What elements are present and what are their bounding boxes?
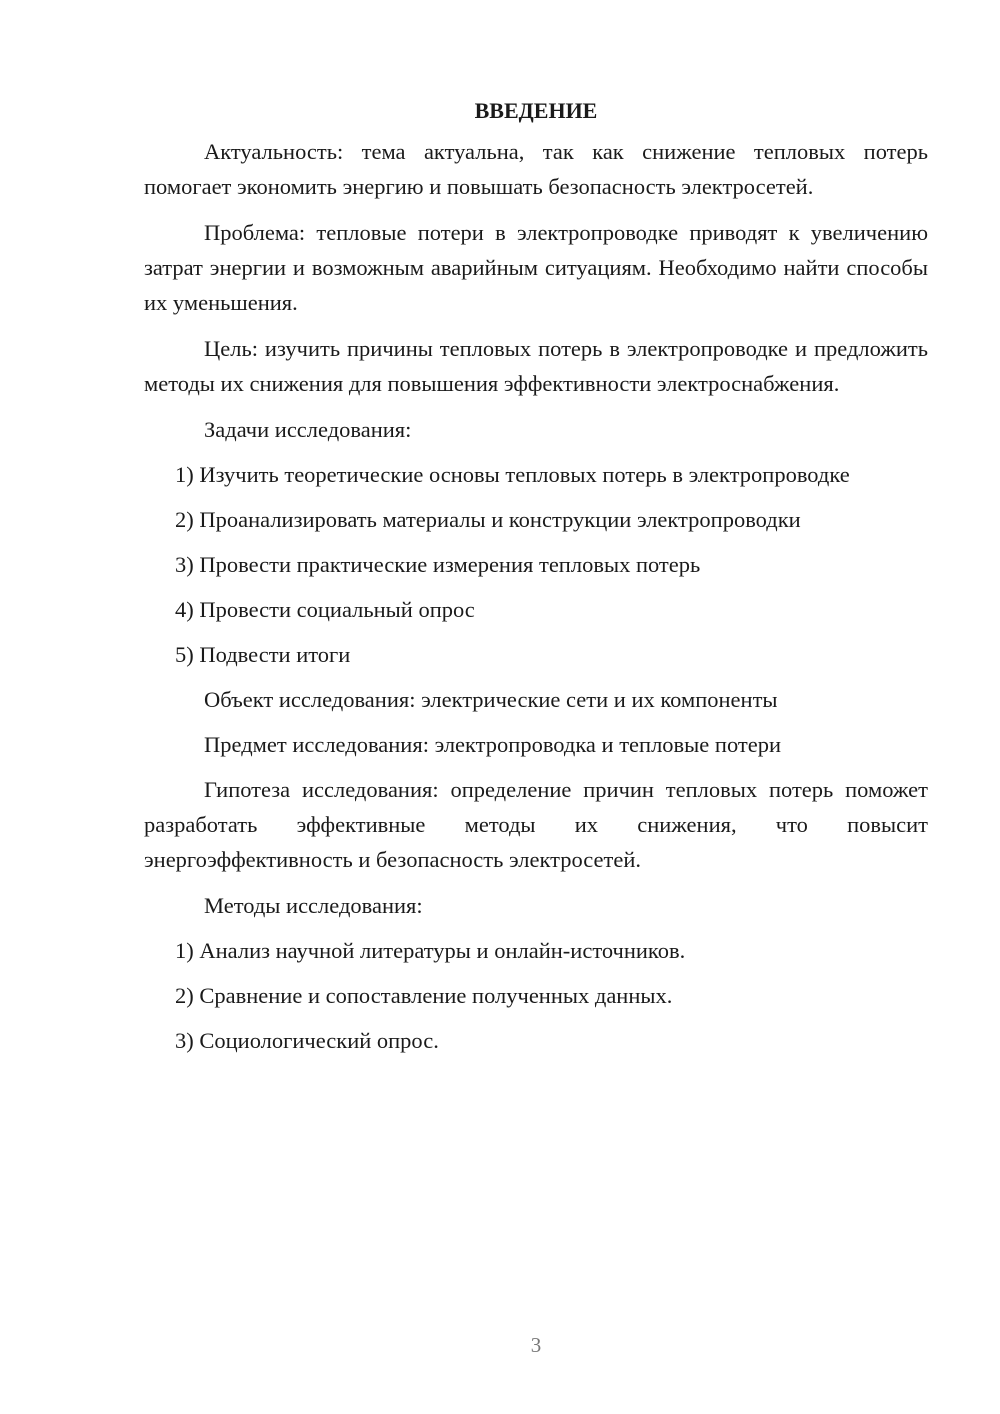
list-item: 2) Проанализировать материалы и конструкции электропроводки [175,507,801,532]
problem-paragraph: Проблема: тепловые потери в электропроводке приводят к увеличению затрат энергии и возможным аварийным ситуациям. Необходимо найти способы их уменьшения. [144,220,928,315]
hypothesis-paragraph: Гипотеза исследования: определение причин тепловых потерь поможет разработать эффективные методы их снижения, что повысит энергоэффективность и безопасность электросетей. [144,777,928,872]
relevance-paragraph: Актуальность: тема актуальна, так как снижение тепловых потерь помогает экономить энергию и повышать безопасность электросетей. [144,139,928,199]
document-page [144,96,928,1068]
methods-list [144,933,928,1058]
list-item: 3) Провести практические измерения тепловых потерь [175,552,701,577]
object-line: Объект исследования: электрические сети и их компоненты [204,687,778,712]
list-item: 2) Сравнение и сопоставление полученных данных. [175,983,673,1008]
list-item: 1) Изучить теоретические основы тепловых потерь в электропроводке [175,462,850,487]
page-title: ВВЕДЕНИЕ [474,98,598,123]
tasks-heading: Задачи исследования: [204,417,412,442]
list-item: 3) Социологический опрос. [175,1028,439,1053]
subject-line: Предмет исследования: электропроводка и тепловые потери [204,732,782,757]
list-item: 4) Провести социальный опрос [175,597,475,622]
methods-heading: Методы исследования: [204,893,423,918]
goal-paragraph: Цель: изучить причины тепловых потерь в электропроводке и предложить методы их снижения для повышения эффективности электроснабжения. [144,336,928,396]
list-item: 5) Подвести итоги [175,642,351,667]
list-item: 1) Анализ научной литературы и онлайн-источников. [175,938,686,963]
tasks-list [144,457,928,672]
page-number: 3 [530,1333,542,1357]
